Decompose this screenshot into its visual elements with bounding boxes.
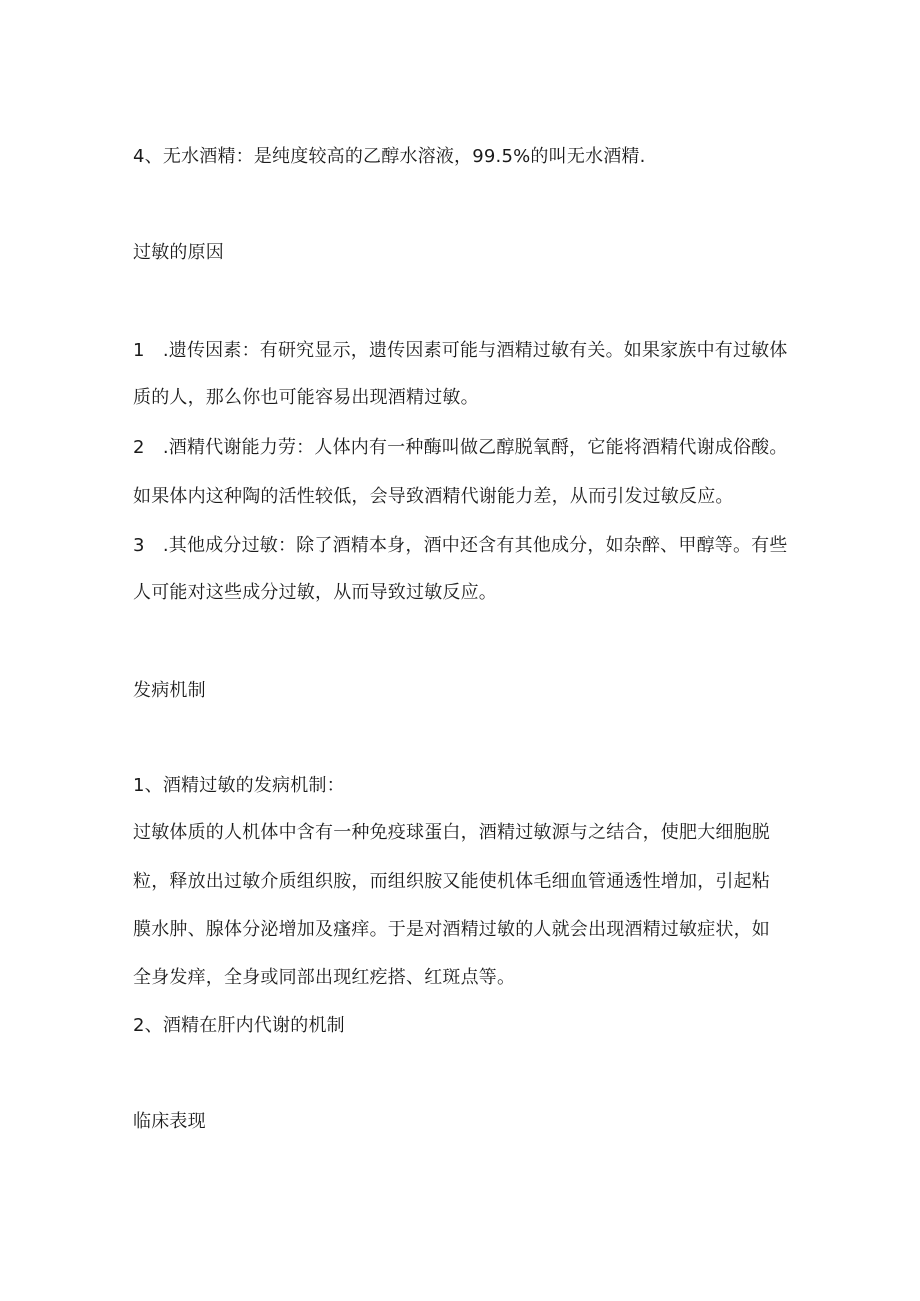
heading-pathogenesis: 发病机制 <box>133 680 206 701</box>
cause-3-line-2: 人可能对这些成分过敏，从而导致过敏反应。 <box>133 582 497 603</box>
mechanism-1-line-1: 过敏体质的人机体中含有一种免疫球蛋白，酒精过敏源与之结合，使肥大细胞脱 <box>133 822 770 843</box>
item-4-anhydrous-alcohol: 4、无水酒精：是纯度较高的乙醇水溶液，99.5%的叫无水酒精. <box>133 146 646 167</box>
cause-2-line-2: 如果体内这种陶的活性较低，会导致酒精代谢能力差，从而引发过敏反应。 <box>133 486 734 507</box>
mechanism-1-line-2: 粒，释放出过敏介质组织胺，而组织胺又能使机体毛细血管通透性增加，引起粘 <box>133 871 770 892</box>
cause-1-line-1: 1 .遗传因素：有研究显示，遗传因素可能与酒精过敏有关。如果家族中有过敏体 <box>133 340 788 361</box>
cause-2-line-1: 2 .酒精代谢能力劳：人体内有一种酶叫做乙醇脱氧酹，它能将酒精代谢成俗酸。 <box>133 437 788 458</box>
cause-1-line-2: 质的人，那么你也可能容易出现酒精过敏。 <box>133 387 479 408</box>
heading-clinical-manifestations: 临床表现 <box>133 1111 206 1132</box>
cause-3-line-1: 3 .其他成分过敏：除了酒精本身，酒中还含有其他成分，如杂醉、甲醇等。有些 <box>133 535 788 556</box>
mechanism-1-line-3: 膜水肿、腺体分泌增加及瘙痒。于是对酒精过敏的人就会出现酒精过敏症状，如 <box>133 919 770 940</box>
mechanism-1-line-4: 全身发痒，全身或同部出现红疙搭、红斑点等。 <box>133 967 516 988</box>
heading-allergy-causes: 过敏的原因 <box>133 242 224 263</box>
mechanism-2-title: 2、酒精在肝内代谢的机制 <box>133 1015 345 1036</box>
mechanism-1-title: 1、酒精过敏的发病机制： <box>133 775 345 796</box>
